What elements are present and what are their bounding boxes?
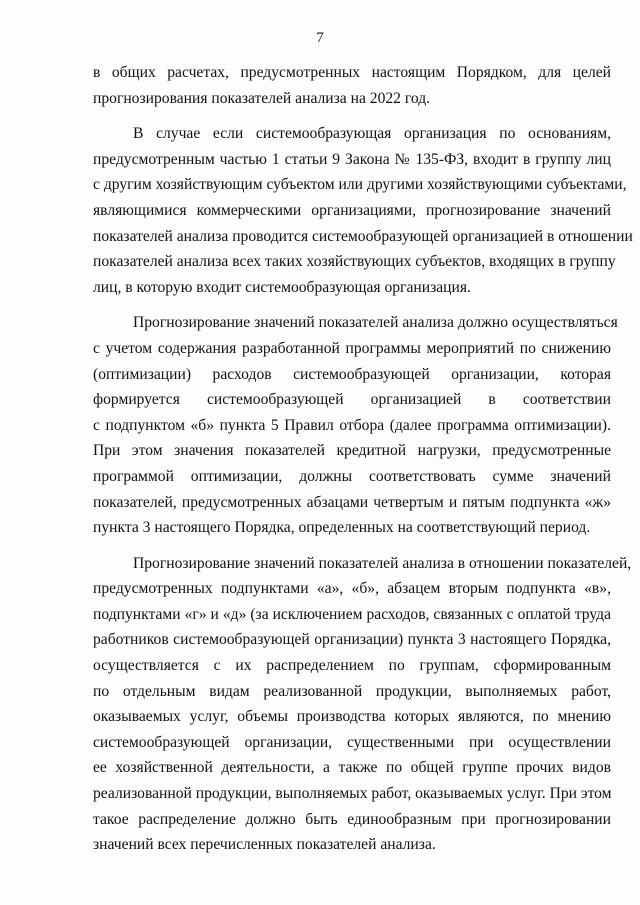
text-line: реализованной продукции, выполняемых работ, оказываемых услуг. При этом bbox=[93, 785, 612, 803]
text-line: предусмотренных подпунктами «а», «б», абзацем вторым подпункта «в», bbox=[93, 580, 611, 598]
paragraph-3 bbox=[93, 310, 618, 540]
text-line: прогнозирования показателей анализа на 2022 год. bbox=[93, 89, 431, 107]
text-line: В случае если системообразующая организация по основаниям, bbox=[133, 125, 611, 143]
text-line: показателей анализа проводится системообразующей организацией в отношении bbox=[93, 227, 633, 245]
text-line: показателей, предусмотренных абзацами четвертым и пятым подпункта «ж» bbox=[93, 493, 611, 511]
text-line: в общих расчетах, предусмотренных настоящим Порядком, для целей bbox=[93, 64, 611, 81]
text-line: работников системообразующей организации) пункта 3 настоящего Порядка, bbox=[93, 631, 611, 649]
text-line: При этом значения показателей кредитной нагрузки, предусмотренные bbox=[93, 442, 611, 460]
text-line: такое распределение должно быть единообразным при прогнозировании bbox=[93, 810, 611, 828]
text-line: с учетом содержания разработанной программы мероприятий по снижению bbox=[93, 339, 611, 357]
text-line: являющимися коммерческими организациями, прогнозирование значений bbox=[93, 201, 611, 219]
text-line: программой оптимизации, должны соответствовать сумме значений bbox=[93, 467, 611, 485]
text-line: с подпунктом «б» пункта 5 Правил отбора (далее программа оптимизации). bbox=[93, 416, 611, 434]
text-line: по отдельным видам реализованной продукции, выполняемых работ, bbox=[93, 682, 611, 700]
paragraph-2 bbox=[93, 121, 633, 300]
text-line: Прогнозирование значений показателей анализа в отношении показателей, bbox=[133, 554, 632, 572]
document-body bbox=[93, 60, 633, 868]
text-line: осуществляется с их распределением по группам, сформированным bbox=[93, 657, 611, 675]
paragraph-1 bbox=[93, 60, 611, 111]
paragraph-4 bbox=[93, 551, 632, 858]
text-line: системообразующей организации, существенными при осуществлении bbox=[93, 733, 611, 751]
text-line: значений всех перечисленных показателей анализа. bbox=[93, 836, 436, 854]
text-line: Прогнозирование значений показателей анализа должно осуществляться bbox=[133, 314, 618, 332]
text-line: лиц, в которую входит системообразующая организация. bbox=[93, 278, 471, 296]
text-line: подпунктами «г» и «д» (за исключением расходов, связанных с оплатой труда bbox=[93, 605, 611, 623]
text-line: с другим хозяйствующим субъектом или другими хозяйствующими субъектами, bbox=[93, 176, 627, 194]
text-line: пункта 3 настоящего Порядка, определенных на соответствующий период. bbox=[93, 519, 591, 537]
text-line: ее хозяйственной деятельности, а также по общей группе прочих видов bbox=[93, 759, 611, 777]
text-line: показателей анализа всех таких хозяйствующих субъектов, входящих в группу bbox=[93, 253, 616, 271]
page-number: 7 bbox=[316, 30, 324, 46]
text-line: (оптимизации) расходов системообразующей организации, которая bbox=[93, 365, 611, 383]
text-line: предусмотренным частью 1 статьи 9 Закона № 135-ФЗ, входит в группу лиц bbox=[93, 150, 611, 168]
text-line: формируется системообразующей организацией в соответствии bbox=[93, 391, 611, 409]
text-line: оказываемых услуг, объемы производства которых являются, по мнению bbox=[93, 708, 611, 726]
